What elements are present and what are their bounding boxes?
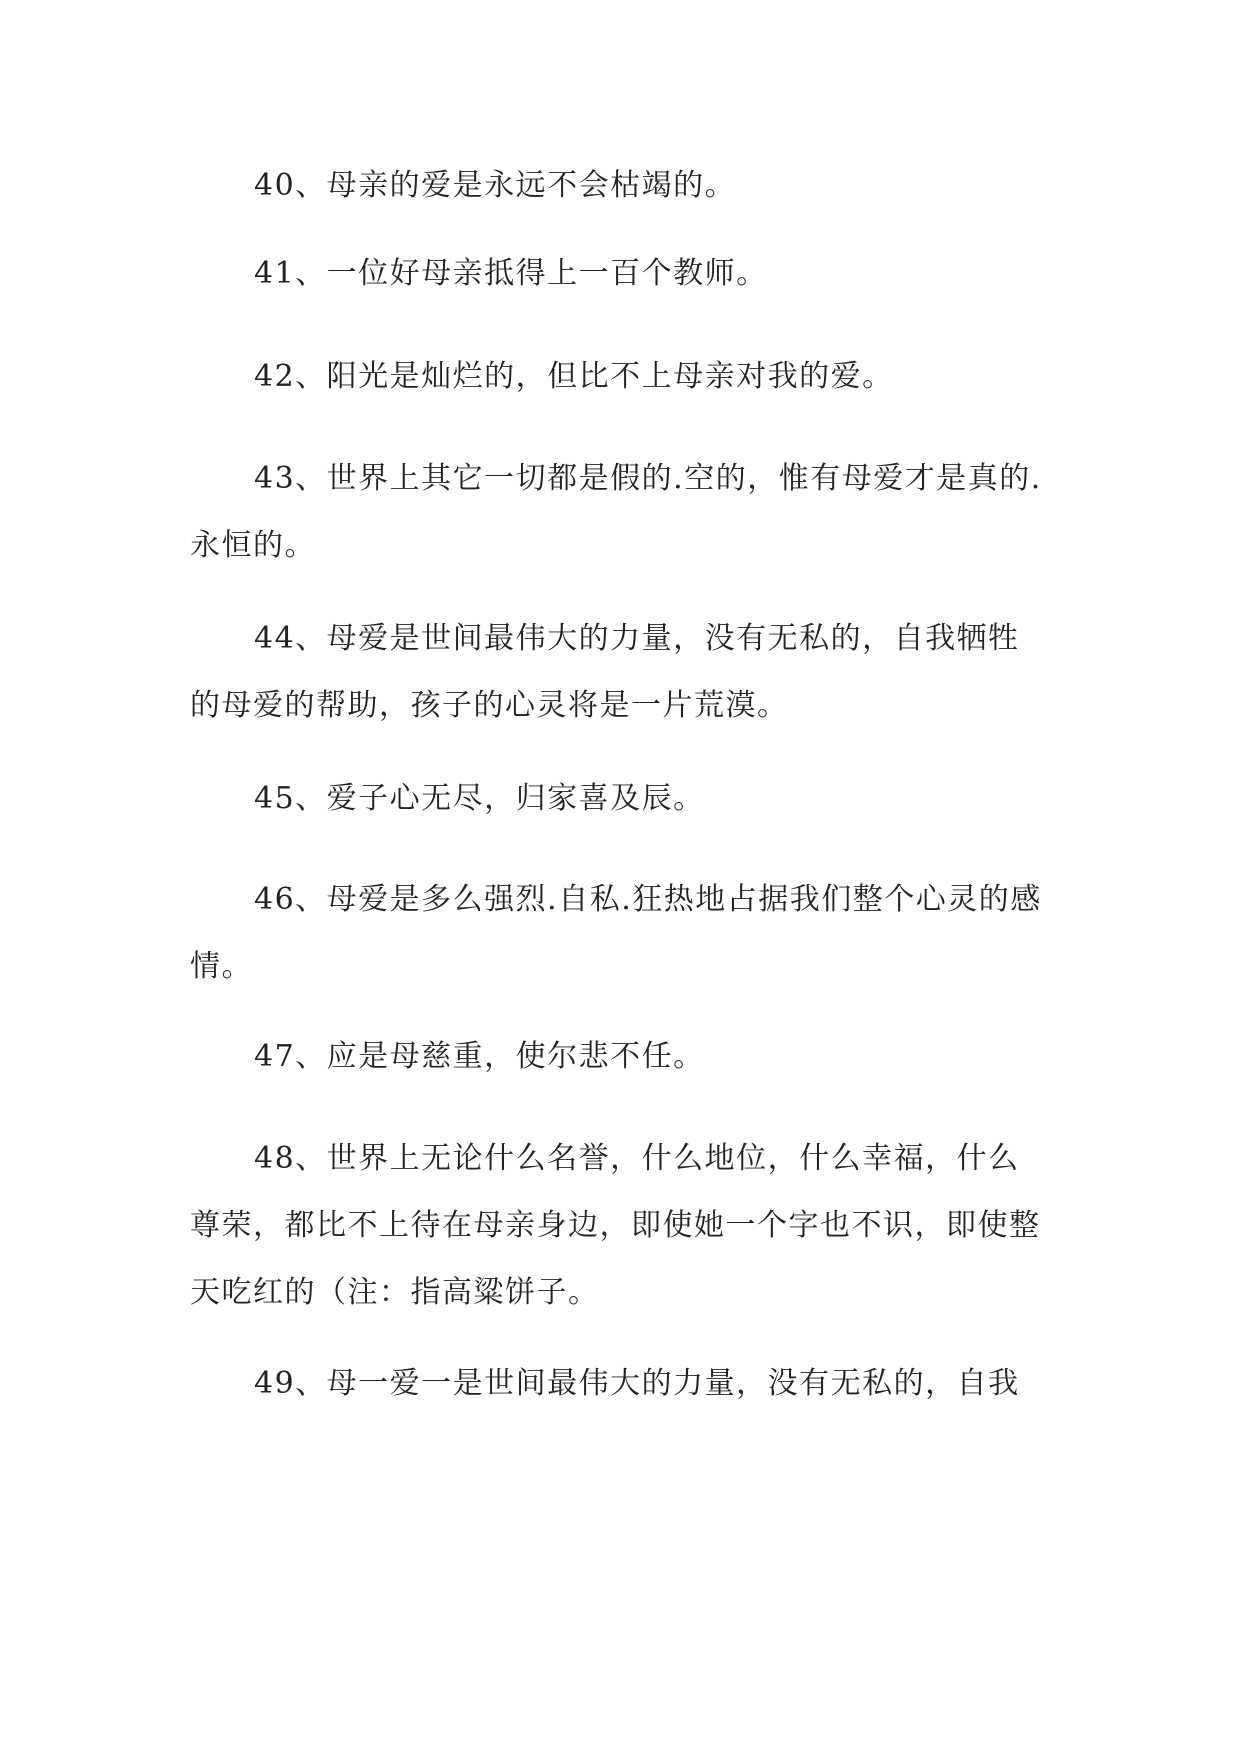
paragraph-45: 45、爱子心无尽，归家喜及辰。 xyxy=(254,781,705,816)
paragraph-40: 40、母亲的爱是永远不会枯竭的。 xyxy=(254,168,737,203)
paragraph-48: 48、世界上无论什么名誉，什么地位，什么幸福，什么尊荣，都比不上待在母亲身边，即使她一个字也不识，即使整天吃红的（注：指高粱饼子。 xyxy=(190,1141,1041,1310)
paragraph-43: 43、世界上其它一切都是假的.空的，惟有母爱才是真的.永恒的。 xyxy=(190,461,1042,563)
paragraph-42: 42、阳光是灿烂的，但比不上母亲对我的爱。 xyxy=(254,359,894,394)
paragraph-44: 44、母爱是世间最伟大的力量，没有无私的，自我牺牲的母爱的帮助，孩子的心灵将是一片荒漠。 xyxy=(190,621,1020,723)
paragraph-49: 49、母一爱一是世间最伟大的力量，没有无私的，自我 xyxy=(254,1366,1020,1401)
paragraph-46: 46、母爱是多么强烈.自私.狂热地占据我们整个心灵的感情。 xyxy=(190,882,1042,984)
paragraph-47: 47、应是母慈重，使尔悲不任。 xyxy=(254,1039,705,1074)
paragraph-41: 41、一位好母亲抵得上一百个教师。 xyxy=(254,256,768,291)
